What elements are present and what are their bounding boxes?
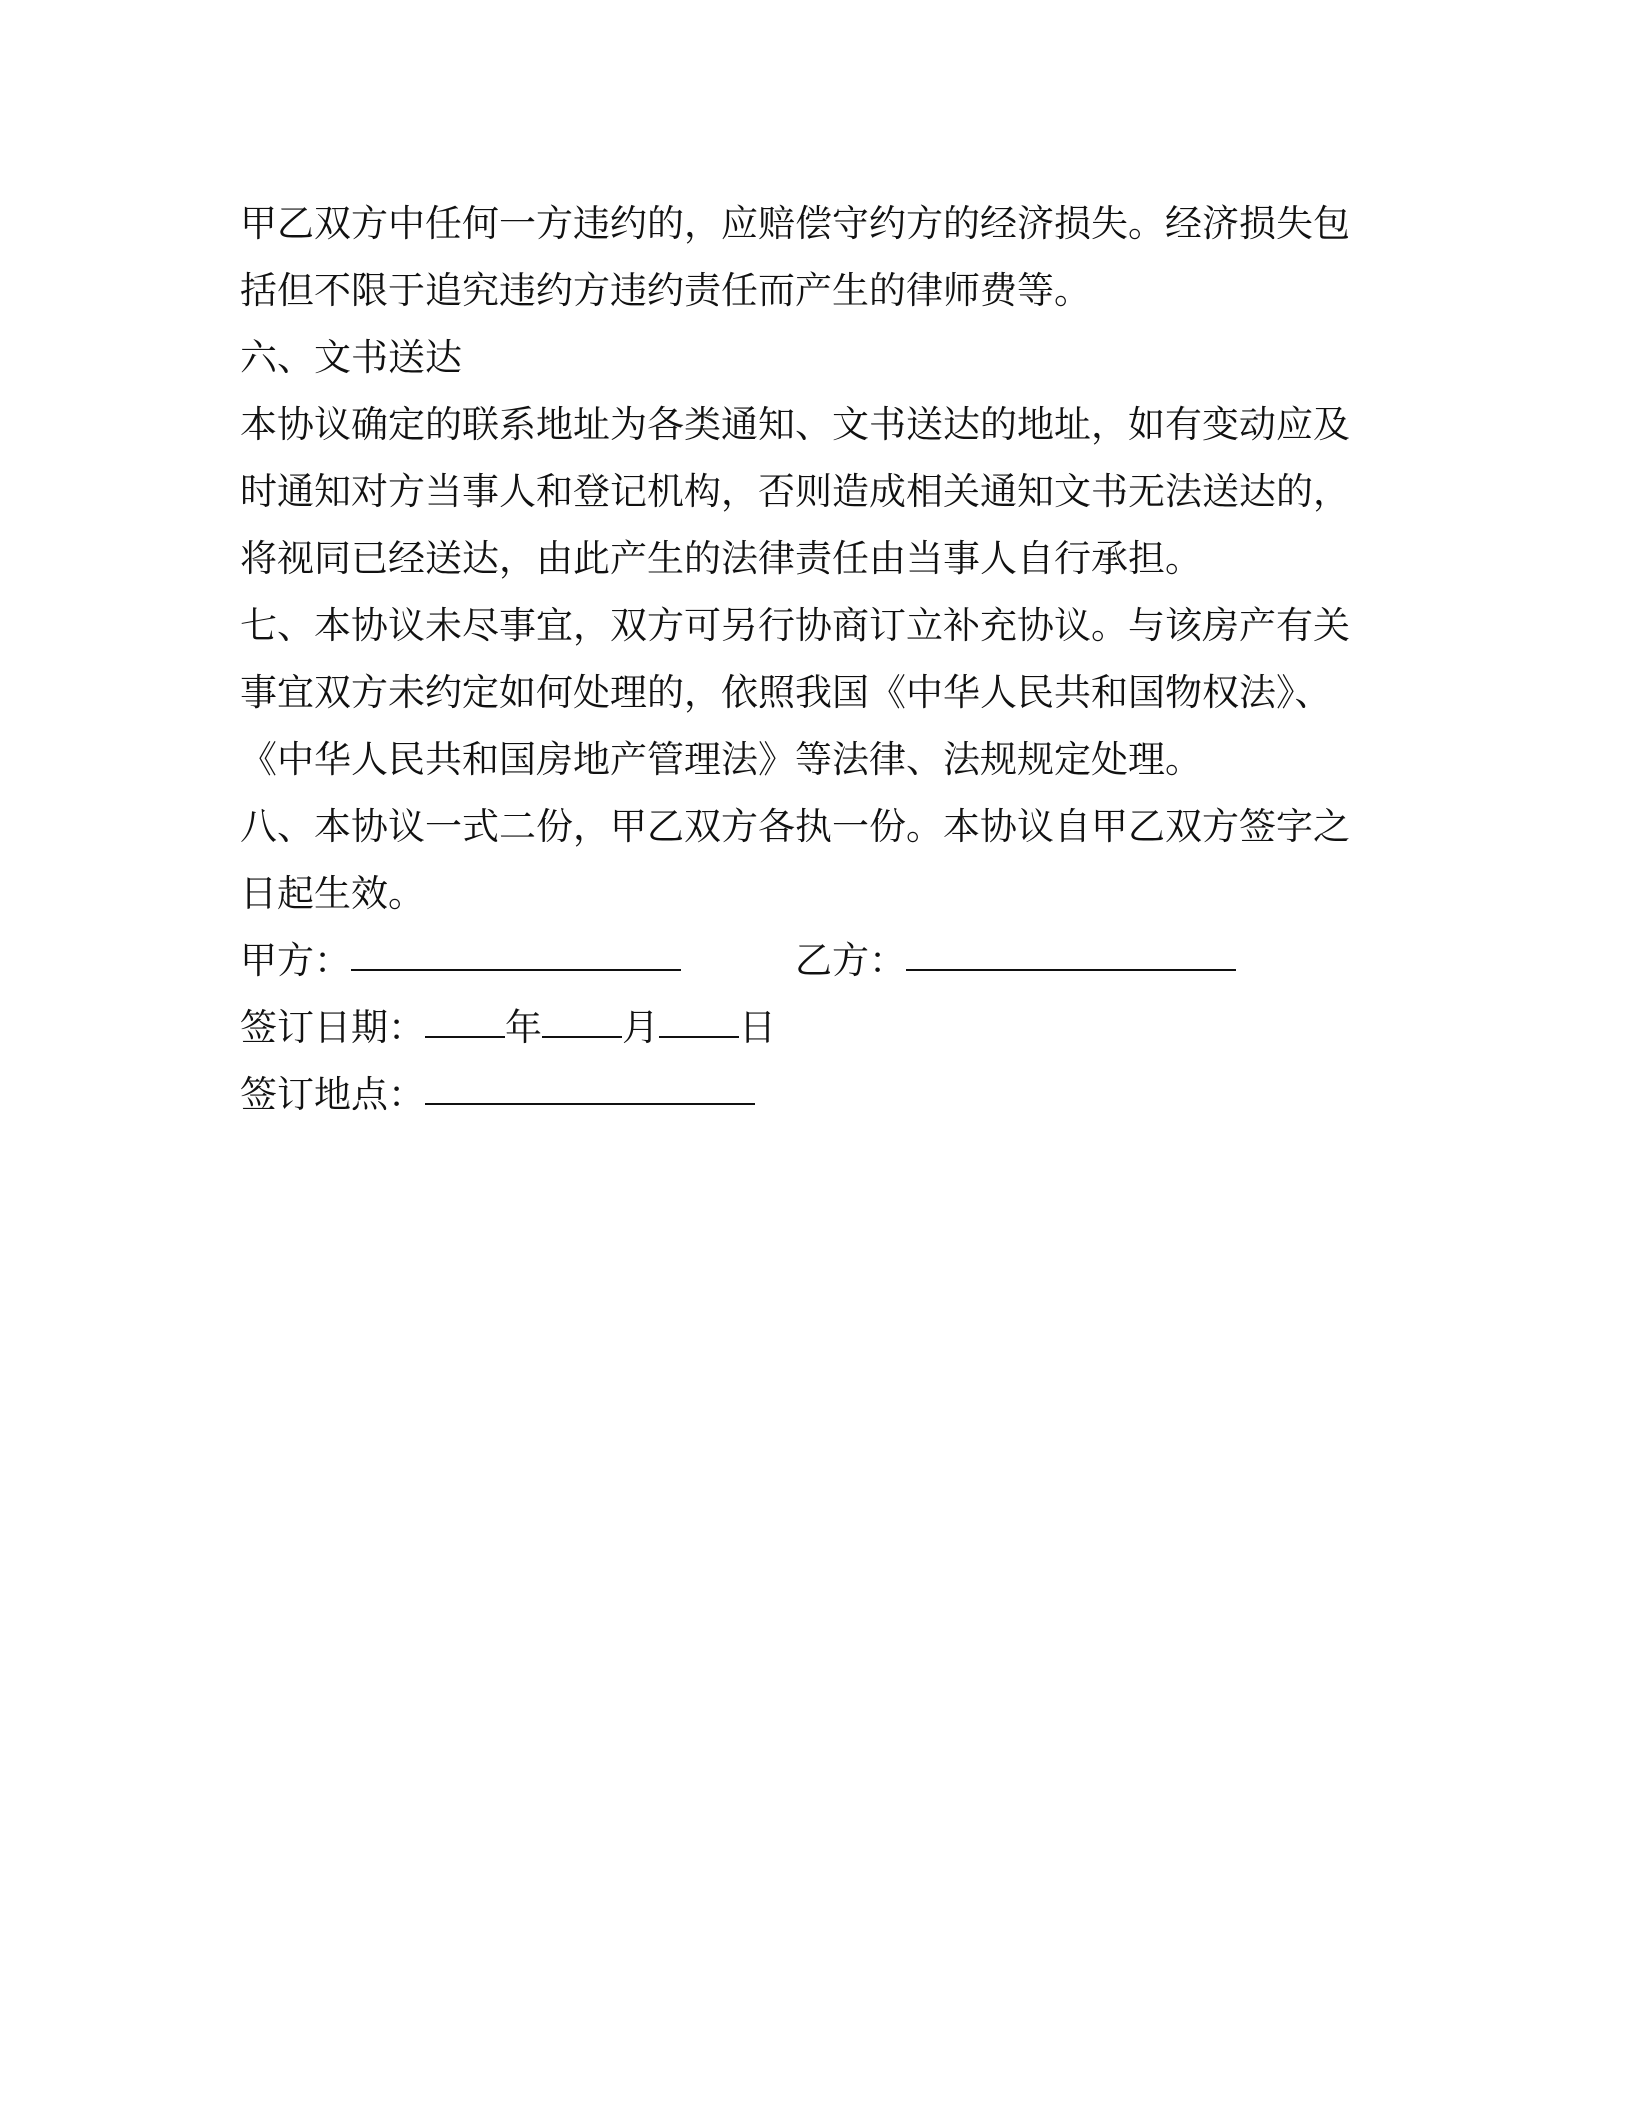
document-body [240,190,1370,1128]
paragraph-line: 事宜双方未约定如何处理的，依照我国《中华人民共和国物权法》、 [240,671,1332,714]
section-heading: 六、文书送达 [240,336,462,379]
paragraph-line: 时通知对方当事人和登记机构，否则造成相关通知文书无法送达的， [240,470,1350,513]
party-b-signature-blank[interactable] [906,933,1236,971]
signing-place-label: 签订地点： [240,1073,425,1116]
signing-date-label: 签订日期： [240,1006,425,1049]
party-a-signature [240,927,795,994]
paragraph-line: 括但不限于追究违约方违约责任而产生的律师费等。 [240,269,1091,312]
paragraph-line: 将视同已经送达，由此产生的法律责任由当事人自行承担。 [240,537,1202,580]
party-a-signature-blank[interactable] [351,933,681,971]
year-label: 年 [505,1006,542,1049]
paragraph-line: 七、本协议未尽事宜，双方可另行协商订立补充协议。与该房产有关 [240,604,1350,647]
day-label: 日 [739,1006,776,1049]
paragraph-line: 甲乙双方中任何一方违约的，应赔偿守约方的经济损失。经济损失包 [240,202,1350,245]
month-label: 月 [622,1006,659,1049]
signing-date-row [240,994,1370,1061]
month-blank[interactable] [542,1000,622,1038]
paragraph-line: 《中华人民共和国房地产管理法》等法律、法规规定处理。 [240,738,1202,781]
party-b-signature [795,927,1236,994]
year-blank[interactable] [425,1000,505,1038]
party-b-label: 乙方： [795,939,906,982]
day-blank[interactable] [659,1000,739,1038]
signing-place-row [240,1061,1370,1128]
signing-place-blank[interactable] [425,1067,755,1105]
paragraph-line: 日起生效。 [240,872,425,915]
paragraph-line: 本协议确定的联系地址为各类通知、文书送达的地址，如有变动应及 [240,403,1350,446]
party-a-label: 甲方： [240,939,351,982]
paragraph-line: 八、本协议一式二份，甲乙双方各执一份。本协议自甲乙双方签字之 [240,805,1350,848]
party-signature-row [240,927,1370,994]
